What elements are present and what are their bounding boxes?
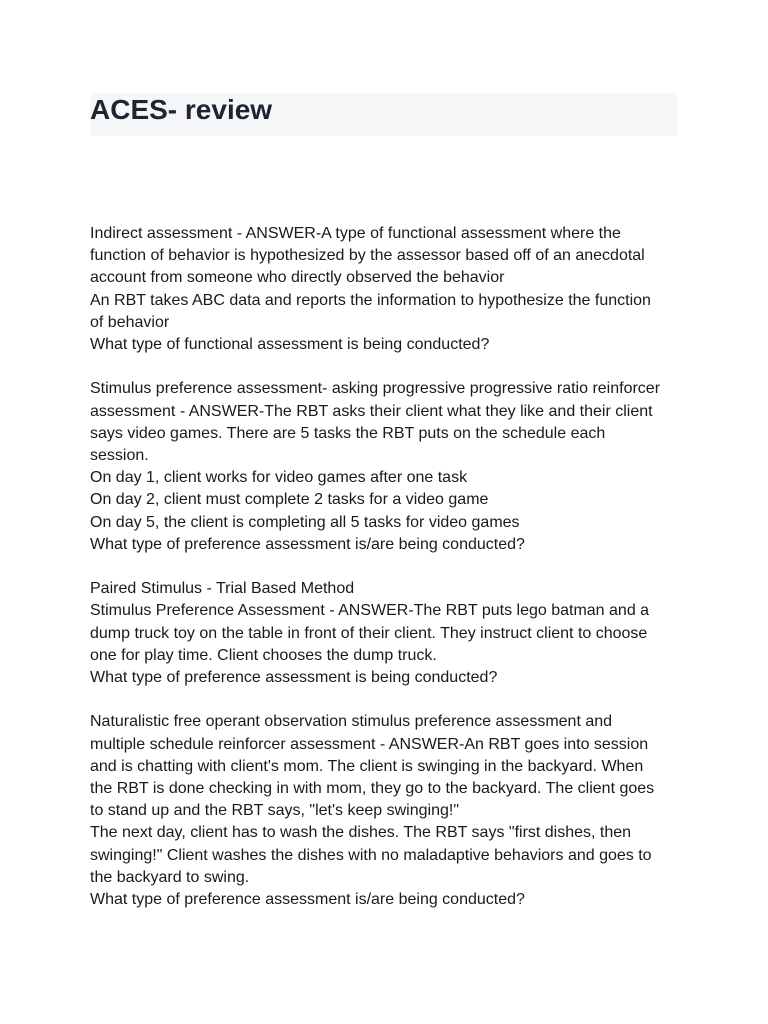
text-line: An RBT takes ABC data and reports the information to hypothesize the function [90, 291, 651, 309]
text-line: What type of preference assessment is/are being conducted? [90, 535, 525, 553]
text-line: What type of functional assessment is being conducted? [90, 336, 490, 354]
text-line: On day 5, the client is completing all 5 tasks for video games [90, 513, 520, 531]
text-line: assessment - ANSWER-The RBT asks their client what they like and their client [90, 402, 653, 420]
text-line: account from someone who directly observed the behavior [90, 269, 505, 287]
text-line: to stand up and the RBT says, "let's keep swinging!" [90, 802, 459, 820]
text-line: function of behavior is hypothesized by the assessor based off of an anecdotal [90, 247, 645, 265]
paragraph-spacer [90, 556, 680, 578]
title-band [90, 93, 678, 136]
text-line: says video games. There are 5 tasks the RBT puts on the schedule each [90, 424, 606, 442]
text-line: session. [90, 447, 149, 465]
text-line: swinging!" Client washes the dishes with no maladaptive behaviors and goes to [90, 846, 652, 864]
document-body [90, 223, 680, 911]
text-line: the RBT is done checking in with mom, they go to the backyard. The client goes [90, 780, 655, 798]
text-line: What type of preference assessment is/are being conducted? [90, 891, 525, 909]
text-line: of behavior [90, 313, 170, 331]
text-line: On day 1, client works for video games after one task [90, 469, 468, 487]
text-line: and is chatting with client's mom. The client is swinging in the backyard. When [90, 757, 644, 775]
qa-block-indirect-assessment [90, 223, 680, 356]
text-line: Paired Stimulus - Trial Based Method [90, 580, 355, 598]
text-line: What type of preference assessment is being conducted? [90, 669, 498, 687]
text-line: The next day, client has to wash the dishes. The RBT says "first dishes, then [90, 824, 632, 842]
text-line: Naturalistic free operant observation stimulus preference assessment and [90, 713, 613, 731]
text-line: one for play time. Client chooses the dump truck. [90, 646, 437, 664]
text-line: the backyard to swing. [90, 868, 250, 886]
text-line: Stimulus preference assessment- asking progressive progressive ratio reinforcer [90, 380, 661, 398]
text-line: Indirect assessment - ANSWER-A type of functional assessment where the [90, 225, 621, 242]
text-line: Stimulus Preference Assessment - ANSWER-The RBT puts lego batman and a [90, 602, 650, 620]
paragraph-spacer [90, 356, 680, 378]
paragraph-spacer [90, 689, 680, 711]
text-line: On day 2, client must complete 2 tasks for a video game [90, 491, 489, 509]
qa-block-naturalistic-observation [90, 711, 680, 911]
text-line: multiple schedule reinforcer assessment - ANSWER-An RBT goes into session [90, 735, 649, 753]
page-title: ACES- review [90, 94, 273, 125]
text-line: dump truck toy on the table in front of their client. They instruct client to choose [90, 624, 648, 642]
qa-block-progressive-ratio [90, 378, 680, 556]
qa-block-paired-stimulus [90, 578, 680, 689]
